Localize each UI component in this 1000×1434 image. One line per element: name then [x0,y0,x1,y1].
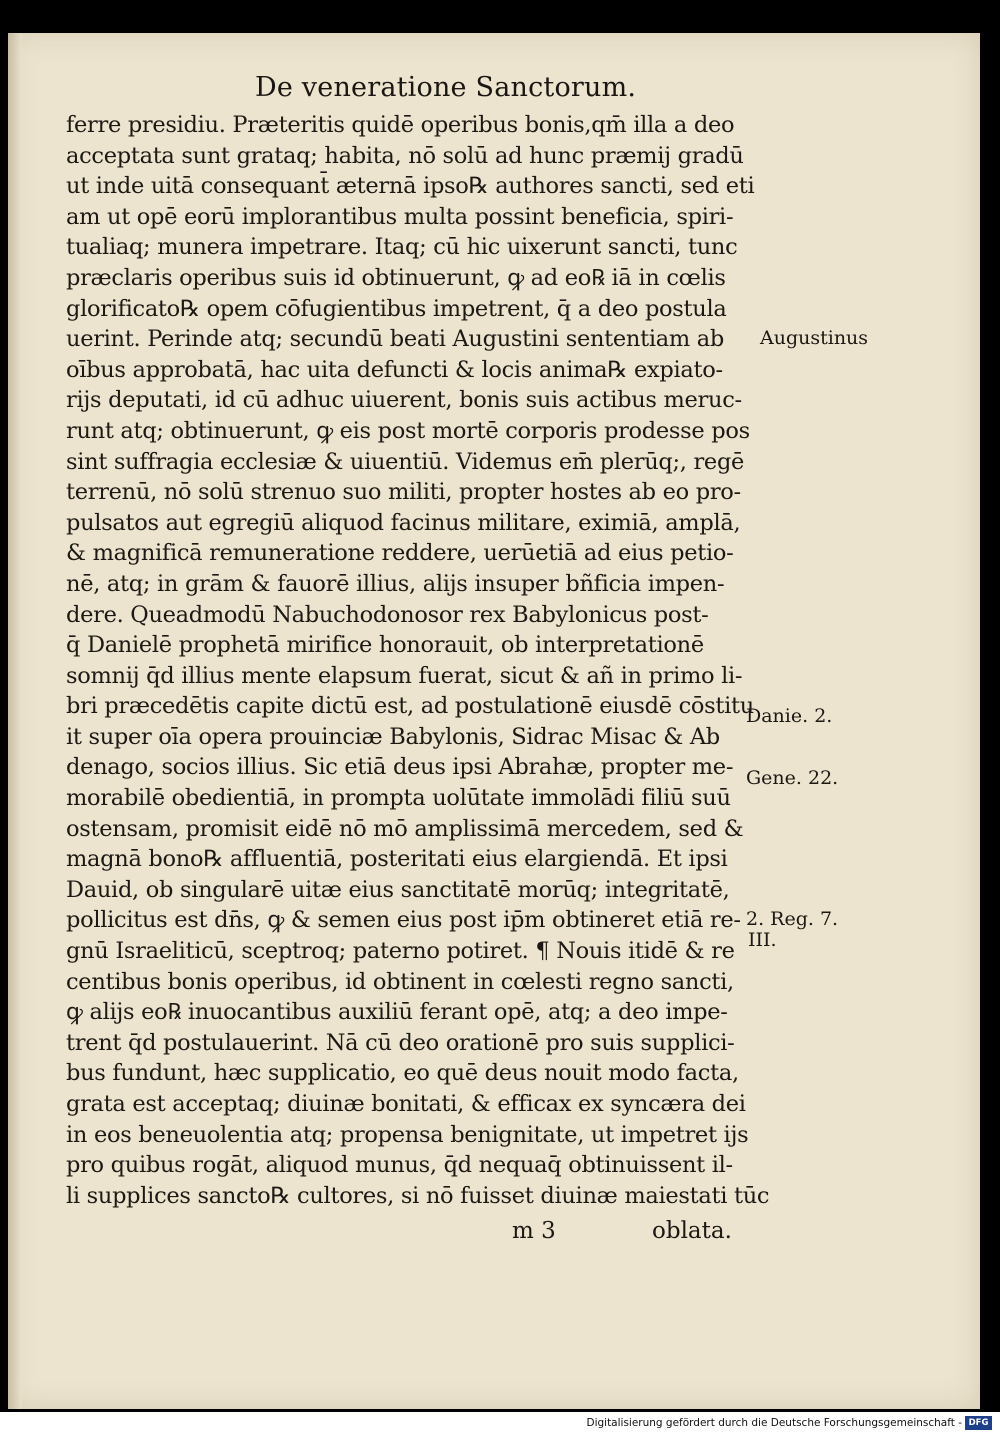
text-line: sint suffragia ecclesiæ & uiuentiū. Videmus em̄ plerūq;, regē [66,448,745,475]
text-line: præclaris operibus suis id obtinuerunt, ꝙ ad eo℞ iā in cœlis [66,264,726,291]
text-line: dere. Queadmodū Nabuchodonosor rex Babylonicus post- [66,601,709,628]
text-line: grata est acceptaq; diuinæ bonitati, & efficax ex syncæra dei [66,1091,746,1117]
page-gutter-shadow [8,33,22,1409]
text-line: nē, atq; in grām & fauorē illius, alijs insuper bñficia impen- [66,570,725,597]
text-line: Dauid, ob singularē uitæ eius sanctitatē morūq; integritatē, [66,876,730,903]
margin-note-genesis: Gene. 22. [746,767,839,789]
signature-mark: m 3 [512,1218,556,1244]
text-line: morabilē obedientiā, in prompta uolūtate immolādi filiū suū [66,785,731,812]
text-line: in eos beneuolentia atq; propensa benignitate, ut impetret ijs [66,1121,749,1148]
margin-note-daniel: Danie. 2. [746,705,833,727]
dfg-logo-icon[interactable]: DFG [965,1416,992,1430]
text-line: acceptata sunt grataq; habita, nō solū ad hunc præmij gradū [66,142,744,169]
text-line: bus fundunt, hæc supplicatio, eo quē deus nouit modo facta, [66,1060,739,1087]
text-line: pro quibus rogāt, aliquod munus, q̄d nequaq̄ obtinuissent il- [66,1152,733,1179]
text-line: rijs deputati, id cū adhuc uiuerent, bonis suis actibus meruc- [66,387,742,414]
text-line: it super oīa opera prouinciæ Babylonis, Sidrac Misac & Ab [66,723,720,750]
footer-credit: Digitalisierung gefördert durch die Deutsche Forschungsgemeinschaft - [586,1417,962,1429]
text-line: runt atq; obtinuerunt, ꝙ eis post mortē corporis prodesse pos [66,417,750,444]
catchword: oblata. [652,1218,732,1244]
text-line: denago, socios illius. Sic etiā deus ipsi Abrahæ, propter me- [66,754,734,781]
page-foot [512,1216,732,1246]
text-line: q̄ Danielē prophetā mirifice honorauit, ob interpretationē [66,632,704,659]
text-line: ꝙ alijs eo℞ inuocantibus auxiliū ferant opē, atq; a deo impe- [66,999,728,1026]
text-line: somnij q̄d illius mente elapsum fuerat, sicut & añ in primo li- [66,662,743,689]
text-line: terrenū, nō solū strenuo suo militi, propter hostes ab eo pro- [66,479,741,506]
margin-note-regum: 2. Reg. 7. [746,908,839,930]
text-line: & magnificā remuneratione reddere, uerūetiā ad eius petio- [66,540,734,567]
text-line: glorificato℞ opem cōfugientibus impetrent, q̄ a deo postula [66,295,727,322]
running-head: De veneratione Sanctorum. [255,72,637,103]
text-line: ut inde uitā consequant̄ æternā ipso℞ authores sancti, sed eti [66,173,755,200]
text-line: li supplices sancto℞ cultores, si nō fuisset diuinæ maiestati tūc [66,1182,770,1209]
margin-note-regum-extra: III. [748,929,777,951]
text-line: tualiaq; munera impetrare. Itaq; cū hic uixerunt sancti, tunc [66,234,738,261]
text-line: ostensam, promisit eidē nō mō amplissimā mercedem, sed & [66,815,744,842]
text-line: ferre presidiu. Præteritis quidē operibus bonis,qm̄ illa a deo [66,112,735,138]
body-text [66,110,770,1211]
text-line: bri præcedētis capite dictū est, ad postulationē eiusdē cōstitu [66,693,754,720]
text-line: oībus approbatā, hac uita defuncti & locis anima℞ expiato- [66,356,723,383]
text-line: pollicitus est dn̄s, ꝙ & semen eius post ip̄m obtineret etiā re- [66,907,741,934]
text-line: uerint. Perinde atq; secundū beati Augustini sententiam ab [66,326,724,353]
text-line: trent q̄d postulauerint. Nā cū deo orationē pro suis supplici- [66,1029,735,1056]
text-line: am ut opē eorū implorantibus multa possint beneficia, spiri- [66,203,734,230]
text-line: magnā bono℞ affluentiā, posteritati eius elargiendā. Et ipsi [66,846,728,873]
text-line: gnū Israeliticū, sceptroq; paterno potiret. ¶ Nouis itidē & re [66,938,735,965]
margin-note-augustinus: Augustinus [760,327,869,349]
text-line: pulsatos aut egregiū aliquod facinus militare, eximiā, amplā, [66,509,741,536]
text-line: centibus bonis operibus, id obtinent in cœlesti regno sancti, [66,968,734,995]
footer-bar [0,1412,1000,1434]
